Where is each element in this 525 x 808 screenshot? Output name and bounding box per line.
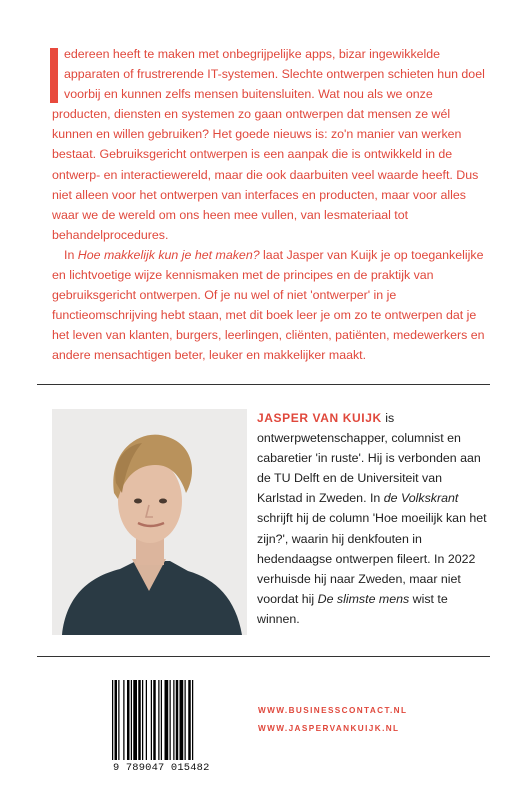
barcode-bar <box>173 680 174 760</box>
isbn-barcode <box>112 680 222 760</box>
barcode-bar <box>146 680 147 760</box>
blurb-p2-lead: In <box>64 247 78 262</box>
barcode-bar <box>127 680 130 760</box>
author-name: JASPER VAN KUIJK <box>257 411 382 425</box>
barcode-bar <box>161 680 162 760</box>
author-bio <box>257 408 489 629</box>
book-title: Hoe makkelijk kun je het maken? <box>77 247 260 262</box>
author-photo <box>52 409 247 635</box>
newspaper-title: de Volkskrant <box>383 491 459 506</box>
barcode-bar <box>123 680 124 760</box>
website-urls <box>258 702 407 738</box>
barcode-bar <box>151 680 152 760</box>
bio-text-3: wist te winnen. <box>257 591 448 626</box>
blurb-p1-text: edereen heeft te maken met onbegrijpelijke apps, bizar ingewikkelde apparaten of frustrerende IT-systemen. Slechte ontwerpen schieten hun doel voorbij en kunnen zelfs mensen buitensluiten. Wat nou als we onze producten, diensten en systemen zo gaan ontwerpen dat mensen ze wél kunnen en willen gebruiken? Het goede nieuws is: zo'n manier van werken bestaat. Gebruiksgericht ontwerpen is een aanpak die is ontwikkeld in de ontwerp- en interactiewereld, maar die ook daarbuiten veel waarde heeft. Dus niet alleen voor het ontwerpen van interfaces en producten, maar voor alles waar we de wereld om ons heen mee vullen, van lesmateriaal tot behandelprocedures. <box>52 47 485 242</box>
bio-text-1: is ontwerpwetenschapper, columnist en cabaretier 'in ruste'. Hij is verbonden aan de TU Delft en de Universiteit van Karlstad in Zweden. In <box>257 411 481 506</box>
drop-cap-bar <box>50 48 58 103</box>
barcode-bar <box>158 680 159 760</box>
barcode-bar <box>170 680 171 760</box>
barcode-bar <box>176 680 179 760</box>
blurb-paragraph-2 <box>52 245 492 366</box>
barcode-bar <box>131 680 132 760</box>
barcode-bar <box>185 680 186 760</box>
back-cover-blurb <box>52 44 492 366</box>
author-url[interactable]: WWW.JASPERVANKUIJK.NL <box>258 724 400 733</box>
barcode-bar <box>192 680 193 760</box>
barcode-bar <box>142 680 143 760</box>
publisher-url[interactable]: WWW.BUSINESSCONTACT.NL <box>258 706 408 715</box>
tv-show-title: De slimste mens <box>317 591 410 606</box>
barcode-bar <box>133 680 137 760</box>
blurb-paragraph-1 <box>52 44 492 245</box>
bio-text-2: schrijft hij de column 'Hoe moeilijk kan het zijn?', waarin hij denkfouten in hedendaagse ontwerpen fileert. In 2022 verhuisde hij naar Zweden, maar niet voordat hij <box>257 511 487 606</box>
author-portrait-illustration <box>52 409 247 635</box>
barcode-bar <box>138 680 141 760</box>
isbn-number: 9 789047 015482 <box>113 762 210 774</box>
barcode-bar <box>180 680 184 760</box>
barcode-bar <box>115 680 118 760</box>
blurb-p2-rest: laat Jasper van Kuijk je op toegankelijke en lichtvoetige wijze kennismaken met de principes en de praktijk van gebruiksgericht ontwerpen. Of je nu wel of niet 'ontwerper' in je functieomschrijving hebt staan, met dit boek leer je om zo te ontwerpen dat je het leven van klanten, burgers, leerlingen, cliënten, patiënten, medewerkers en andere mensachtigen beter, leuker en makkelijker maakt. <box>52 247 485 363</box>
divider-top <box>37 384 490 385</box>
barcode-bar <box>165 680 169 760</box>
barcode-bar <box>112 680 113 760</box>
barcode-bar <box>188 680 191 760</box>
divider-bottom <box>37 656 490 657</box>
barcode-bar <box>118 680 119 760</box>
barcode-bar <box>153 680 156 760</box>
